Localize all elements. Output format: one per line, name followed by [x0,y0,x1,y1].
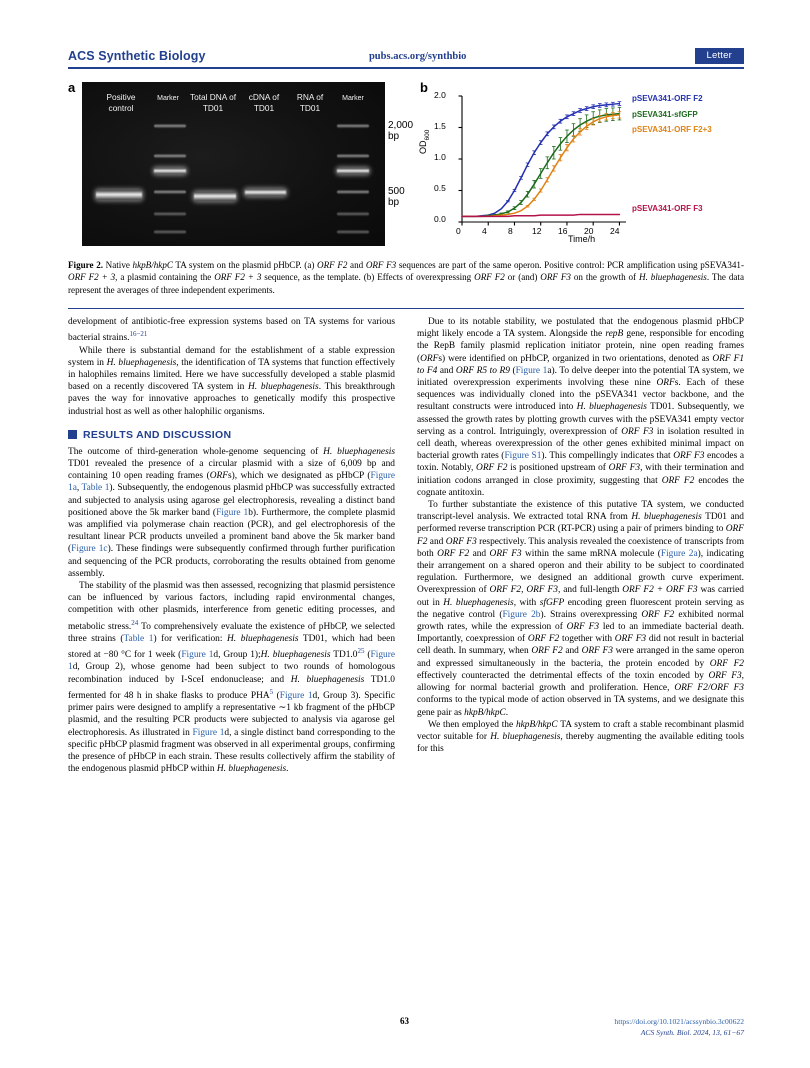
xref-table-1[interactable]: Table 1 [81,483,110,494]
journal-title: ACS Synthetic Biology [68,49,206,63]
figure-caption-label: Figure 2. [68,260,104,270]
para-text: ( [273,690,280,701]
xref-figure-1c[interactable]: Figure 1c [71,544,108,555]
chart-xtick-24: 24 [610,226,620,236]
gel-lane-label-positive-control: Positive control [106,92,136,113]
doi-link[interactable]: https://doi.org/10.1021/acssynbio.3c00622 [614,1017,744,1026]
section-bullet-icon [68,430,77,439]
growth-curve-plot [458,92,630,234]
gel-lane-label-total-dna: Total DNA of TD01 [189,92,237,113]
para-text: , [76,483,82,494]
para-text: d, Group 1);H. bluephagenesis TD1.0 [213,650,358,661]
xref-figure-2a[interactable]: Figure 2a [660,548,698,559]
section-heading-results [68,429,395,441]
para-text: ). Subsequently, the endogenous plasmid pHbCP was successfully extracted and subjected to analysis using agarose gel electrophoresis, revealing a distinct band positioned above the 5k marker band ( [68,483,395,518]
chart-xtick-4: 4 [482,226,487,236]
chart-xtick-16: 16 [558,226,568,236]
para-text: Due to its notable stability, we postulated that the endogenous plasmid pHbCP might likely encode a TA system. Alongside the repB gene, responsible for encoding the RepB family plasmid replication initiator protein, nine open reading frames (ORFs) were identified on pHbCP, organized in two orientations, denoted as ORF F1 to F4 and ORF R5 to R9 ( [417,317,745,376]
chart-xtick-0: 0 [456,226,461,236]
panel-a-letter: a [68,80,76,95]
citation-ref-25[interactable]: 25 [357,647,365,656]
chart-y-axis-title: $OD_{600}$ [418,129,431,154]
paragraph-stable-expression [68,345,395,418]
chart-legend-orf-f2p3: pSEVA341-ORF F2+3 [632,125,712,134]
para-text: b). Furthermore, the complete plasmid was amplified via polymerase chain reaction (PCR), and gel electrophoresis of the resultant linear PCR products unveiled a prominent band above the 5k marker band ( [68,507,396,555]
figure-caption [68,259,744,296]
article-body [68,316,744,1016]
gel-marker-2000bp-label: 2,000 bp [388,120,414,142]
chart-legend-sfgfp: pSEVA341-sfGFP [632,110,698,119]
para-text: ( [364,650,371,661]
gel-electrophoresis-image [82,82,385,246]
gel-lane-label-cdna: cDNA of TD01 [248,92,280,113]
para-text: While there is substantial demand for the establishment of a stable expression system in H. bluephagenesis, the identification of TA systems that function effectively in halophiles remains limited. Here we have successfully developed a stable plasmid based on a recently discovered TA system in H. bluephagenesis. This breakthrough paves the way for innovative approaches to genetically modify this prospective industrial host as well as other halophilic organisms. [68,345,396,417]
para-text: d, a single distinct band corresponding to the specific pHbCP plasmid fragment was observed in all experimental groups, confirming the presence of pHbCP in each strain. These results collectively affirm the stability of the endogenous plasmid pHbCP within H. bluephagenesis. [68,727,395,775]
journal-url[interactable]: pubs.acs.org/synthbio [368,50,467,62]
para-text: ). This compellingly indicates that ORF F3 encodes a toxin. Notably, ORF F2 is positioned upstream of ORF F3, with their termination and initiation codons arranged in close proximity, suggesting that ORF F2 encodes the cognate antitoxin. [417,451,745,498]
para-text: The outcome of third-generation whole-genome sequencing of H. bluephagenesis TD01 revealed the presence of a circular plasmid with a size of 6,009 bp and containing 10 open reading frames (ORFs), which we designated as pHbCP ( [68,446,395,482]
chart-xtick-20: 20 [584,226,594,236]
article-type-badge: Letter [695,48,745,64]
gel-lane-label-rna: RNA of TD01 [296,92,324,113]
citation-ref-24[interactable]: 24 [131,618,139,627]
paragraph-recombinant-plasmid [417,719,744,756]
para-text: a). To delve deeper into the potential TA system, we initiated overexpression experiments involving these nine ORFs. Each of these sequences was individually cloned into the pSEVA341 vector backbone, and the resultant constructs were introduced into H. bluephagenesis TD01. Subsequently, we assessed the growth rates by plotting growth curves with the pSEVA341 empty vector serving as a control. Intriguingly, overexpression of ORF F3 in isolation resulted in cell death, whereas overexpression of the other genes exhibited minimal impact on bacterial growth rates ( [417,365,745,462]
section-heading-label: RESULTS AND DISCUSSION [83,428,232,441]
xref-figure-1a[interactable]: Figure 1a [68,471,395,494]
xref-figure-1d-4[interactable]: Figure 1 [192,727,225,738]
chart-xtick-12: 12 [532,226,542,236]
citation-ref[interactable]: 16−21 [129,330,148,339]
figure-panel-b [420,78,744,250]
para-text: development of antibiotic-free expression systems based on TA systems for various bacterial strains. [68,317,395,344]
chart-ytick-1.5: 1.5 [434,121,446,131]
xref-figure-s1[interactable]: Figure S1 [504,451,542,462]
journal-citation: ACS Synth. Biol. 2024, 13, 61−67 [640,1028,744,1037]
chart-ytick-1: 1.0 [434,152,446,162]
xref-figure-1d-2[interactable]: Figure 1 [68,650,395,673]
chart-legend-orf-f3: pSEVA341-ORF F3 [632,204,703,213]
para-text: ). These findings were subsequently confirmed through further purification and sequencing of the PCR products, corroborating the results obtained from genome assembly. [68,544,396,579]
citation-ref-5[interactable]: 5 [269,687,274,696]
para-text: To comprehensively evaluate the existence of pHbCP, we selected three strains ( [68,621,395,644]
chart-legend-orf-f2: pSEVA341-ORF F2 [632,94,703,103]
xref-table-1-b[interactable]: Table 1 [123,633,154,644]
xref-figure-2b[interactable]: Figure 2b [502,609,541,620]
para-text: ), indicating their arrangement on a shared operon and their ability to be subject to coordinated regulation. Furthermore, we designed an additional growth curve experiment. Overexpression of ORF F2, ORF F3, and full-length ORF F2 + ORF F3 was carried out in H. bluephagenesis, with sfGFP encoding green fluorescent protein serving as the negative control ( [417,548,744,620]
para-text: ). Strains overexpressing ORF F2 exhibited normal growth rates, while the expression of ORF F3 led to an immediate bacterial death. Importantly, coexpression of ORF F2 together with ORF F3 did not result in bacterial cell death. In summary, when ORF F2 and ORF F3 were arranged in the same operon and expressed simultaneously in the bacteria, the protein encoded by ORF F2 effectively counteracted the detrimental effects of the toxin encoded by ORF F3, allowing for normal bacterial growth and proliferation. Hence, ORF F2/ORF F3 conforms to the typical mode of action observed in TA systems, and we designate this gene pair as hkpB/hkpC. [417,609,745,718]
chart-ytick-2: 2.0 [434,90,446,100]
doi-block [614,1016,744,1038]
paragraph-sequencing [68,446,395,580]
gel-marker-500bp-label: 500 bp [388,186,405,208]
paragraph-transcript-analysis [417,499,744,719]
para-text: d, Group 3). Specific primer pairs were designed to amplify a representative ∼1 kb fragment of the pHbCP plasmid, and the resulting PCR products were subjected to analysis via agarose gel electrophoresis. As illustrated in [68,690,395,738]
xref-figure-1b[interactable]: Figure 1 [216,507,249,518]
para-text: We then employed the hkpB/hkpC TA system to craft a stable recombinant plasmid vector suitable for H. bluephagenesis, thereby augmenting the available editing tools for this [417,719,745,755]
figure-caption-text: Native hkpB/hkpC TA system on the plasmid pHbCP. (a) ORF F2 and ORF F3 sequences are part of the same operon. Positive control: PCR amplification using pSEVA341-ORF F2 + 3, a plasmid containing the ORF F2 + 3 sequence, as the template. (b) Effects of overexpressing ORF F2 or (and) ORF F3 on the growth of H. bluephagenesis. The data represent the averages of three independent experiments. [68,260,744,295]
para-text: To further substantiate the existence of this putative TA system, we conducted transcript-level analysis. We extracted total RNA from H. bluephagenesis TD01 and performed reverse transcription PCR (RT-PCR) using a pair of primers binding to ORF F2 and ORF F3 respectively. This analysis revealed the coexistence of transcripts from both ORF F2 and ORF F3 within the same mRNA molecule ( [417,500,744,559]
chart-xtick-8: 8 [508,226,513,236]
right-column [417,316,744,1016]
gel-lane-label-marker-right: Marker [342,95,364,102]
xref-figure-1d-3[interactable]: Figure 1 [279,690,313,701]
paragraph-stability [68,580,395,775]
page-number: 63 [400,1016,409,1026]
chart-ytick-0: 0.0 [434,214,446,224]
caption-divider [68,308,744,309]
figure-2 [68,78,744,250]
para-text: ) for verification: H. bluephagenesis TD01, which had been stored at −80 °C for 1 week ( [68,633,396,661]
paragraph-ta-system [417,316,744,499]
chart-ytick-0.5: 0.5 [434,183,446,193]
xref-figure-1a-right[interactable]: Figure 1 [515,365,548,376]
chart-x-axis-title: Time/h [568,234,596,244]
xref-figure-1d-1[interactable]: Figure 1 [181,650,214,661]
para-text: The stability of the plasmid was then assessed, recognizing that plasmid persistence can be influenced by various factors, including rapid environmental changes, competition with other plasmids, interference from genetic editing processes, and metabolic stress. [68,580,395,632]
paragraph-continuation [68,316,395,345]
gel-lane-label-marker-left: Marker [157,95,179,102]
running-head [68,48,744,69]
para-text: d, Group 2), whose genome had been subject to two rounds of homologous recombination induced by I-SceI endonuclease; and H. bluephagenesis TD1.0 fermented for 48 h in shake flasks to produce PHA [68,662,395,701]
left-column [68,316,395,1016]
panel-b-letter: b [420,80,428,95]
